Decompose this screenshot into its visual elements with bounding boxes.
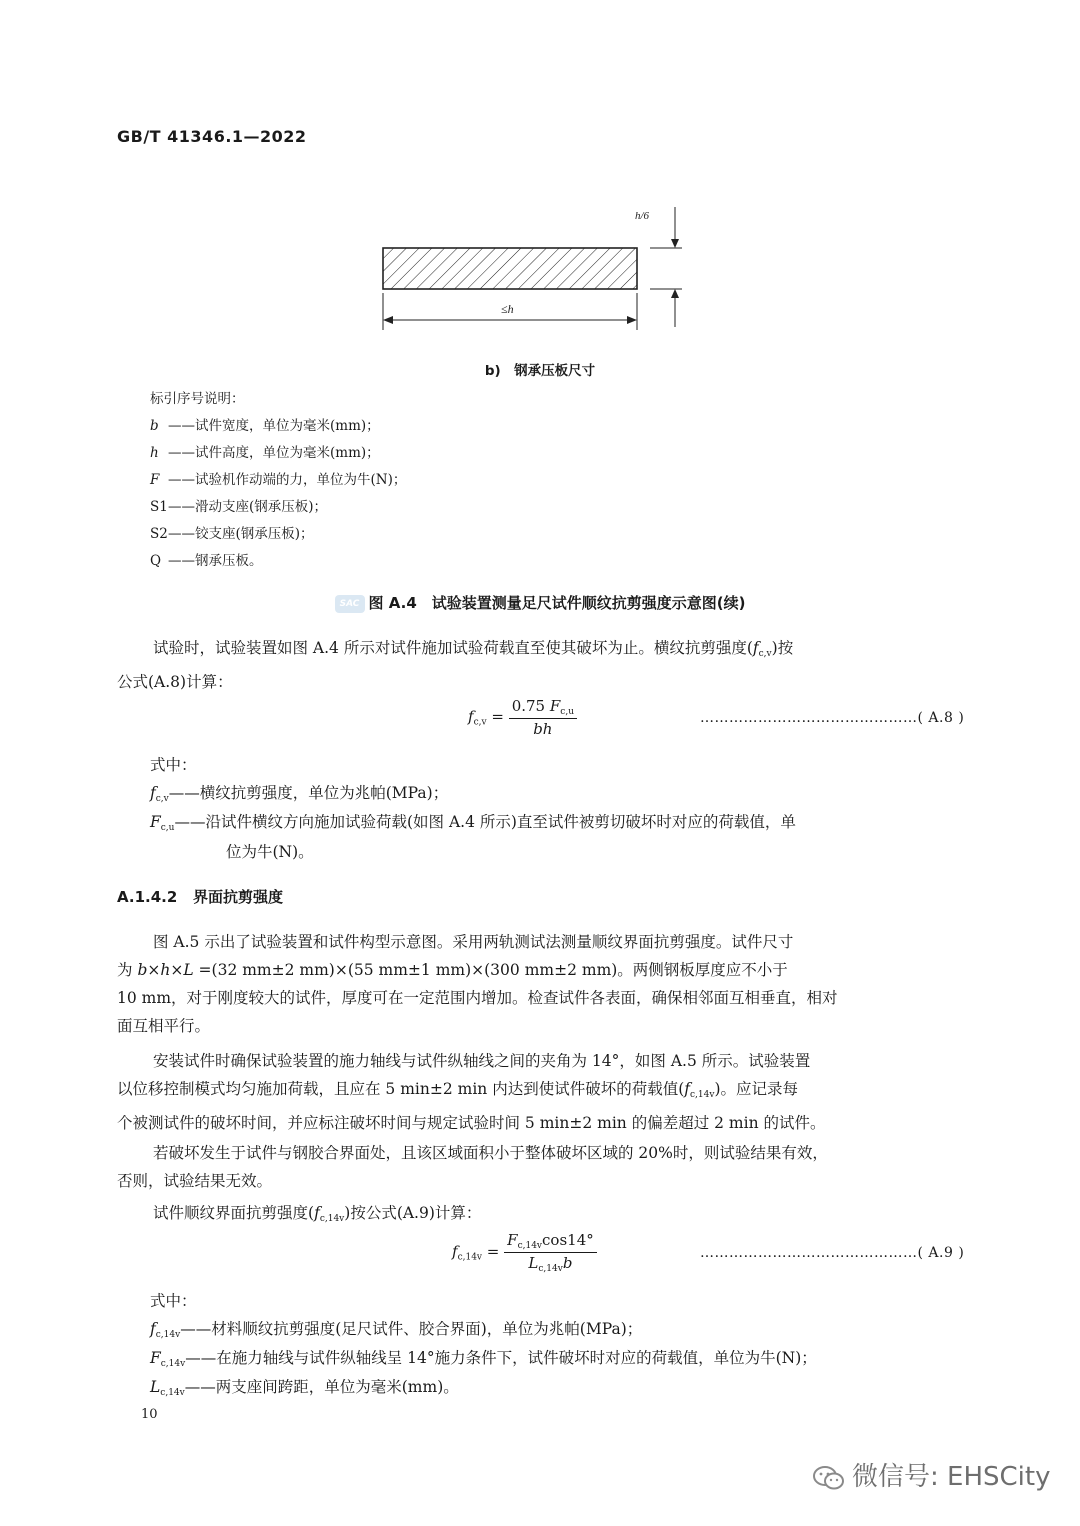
para2-line2-post: =(32 mm±2 mm)×(55 mm±1 mm)×(300 mm±2 mm)。两侧钢板厚度应不小于 [193, 961, 788, 979]
legend-item [150, 495, 327, 515]
legend-symbol: Q [150, 553, 162, 569]
formula-a8: $f_{c,v}$ = $\frac{0.75 F_{c,u}}{bh}$ [468, 697, 577, 738]
symbol-f: f [684, 1080, 690, 1098]
def-symbol: f [150, 784, 156, 802]
para2-line3: 10 mm，对于刚度较大的试件，厚度可在一定范围内增加。检查试件各表面，确保相邻面互相垂直，相对 [117, 989, 838, 1007]
formula-label: ( A.8 ) [917, 710, 965, 726]
formula-label: ( A.9 ) [917, 1245, 965, 1261]
where-label: 式中： [150, 1292, 197, 1310]
legend-text: ——试验机作动端的力，单位为牛(N)； [168, 472, 407, 488]
def-text: ——材料顺纹抗剪强度(足尺试件、胶合界面)，单位为兆帕(MPa)； [180, 1320, 643, 1338]
subscript: c,v [473, 717, 487, 728]
denominator: bh [533, 720, 553, 738]
symbol-f: f [752, 639, 759, 657]
definition-row [150, 1375, 459, 1398]
numerator-variable: F [549, 697, 561, 715]
definition-continuation: 位为牛(N)。 [226, 843, 314, 861]
definition-row [150, 1317, 642, 1340]
legend-text: ——滑动支座(钢承压板)； [168, 499, 328, 515]
para3-line3: 个被测试件的破坏时间，并应标注破坏时间与规定试验时间 5 min±2 min 的偏差超过 2 min 的试件。 [117, 1114, 826, 1132]
numerator-coefficient: 0.75 [511, 697, 546, 715]
wechat-icon [812, 1465, 846, 1491]
section-number: A.1.4.2 [117, 888, 178, 906]
legend-symbol: h [150, 445, 159, 461]
para3-line1: 安装试件时确保试验装置的施力轴线与试件纵轴线之间的夹角为 14°，如图 A.5 所示。试验装置 [153, 1052, 811, 1070]
def-symbol: L [150, 1378, 161, 1396]
dimension-variables: b×h×L [137, 961, 194, 979]
subscript: c,14v [160, 1388, 185, 1398]
subscript: c,v [155, 794, 169, 804]
legend-text: ——试件高度，单位为毫米(mm)； [168, 445, 380, 461]
leader-dots: ……………………………………… [700, 710, 918, 726]
wechat-watermark [812, 1456, 1050, 1493]
label-leh: ≤h [501, 302, 514, 316]
para2-line4: 面互相平行。 [117, 1017, 211, 1035]
steel-plate-diagram [370, 195, 700, 335]
watermark-text: 微信号: EHSCity [852, 1462, 1051, 1492]
legend-text: ——试件宽度，单位为毫米(mm)； [168, 418, 380, 434]
def-text: ——横纹抗剪强度，单位为兆帕(MPa)； [168, 784, 449, 802]
subscript: c,14v [155, 1330, 181, 1340]
diagram-caption: b) 钢承压板尺寸 [484, 363, 596, 379]
para3-line2-pre: 以位移控制模式均匀施加荷载，且应在 5 min±2 min 内达到使试件破坏的荷载值( [117, 1080, 685, 1098]
legend-item [150, 549, 263, 569]
figure-title-text: 图 A.4 试验装置测量足尺试件顺纹抗剪强度示意图(续) [368, 594, 746, 612]
def-symbol: F [150, 813, 161, 831]
def-symbol: F [150, 1349, 161, 1367]
formula-lhs: f [468, 707, 474, 726]
denominator-variable: L [528, 1254, 539, 1272]
subscript: c,14v [690, 1090, 715, 1100]
paragraph-failure-criteria [117, 1139, 952, 1195]
formula-a9-leader [700, 1245, 964, 1261]
def-symbol: f [150, 1320, 156, 1338]
def-text: ——沿试件横纹方向施加试验荷载(如图 A.4 所示)直至试件被剪切破坏时对应的荷载值，单 [174, 813, 796, 831]
legend-symbol: b [150, 418, 159, 434]
paragraph-installation [117, 1047, 952, 1137]
fraction [504, 1231, 597, 1274]
para2-line2-pre: 为 [117, 961, 138, 979]
subscript: c,14v [517, 1241, 543, 1251]
paragraph-test-procedure [117, 634, 952, 696]
subscript: c,14v [160, 1359, 186, 1369]
legend-item [150, 441, 380, 461]
numerator-variable: F [507, 1231, 518, 1249]
para4-line1: 若破坏发生于试件与钢胶合界面处，且该区域面积小于整体破坏区域的 20%时，则试验结果有效， [153, 1144, 828, 1162]
figure-title [0, 592, 1080, 613]
para1-text-end: )按 [771, 639, 794, 657]
label-h6: h/6 [635, 210, 650, 222]
para5-post: )按公式(A.9)计算： [344, 1204, 482, 1222]
where-label: 式中： [150, 756, 197, 774]
paragraph-figure-a5 [117, 928, 952, 1040]
legend-item [150, 468, 406, 488]
def-text: ——在施力轴线与试件纵轴线呈 14°施力条件下，试件破坏时对应的荷载值，单位为牛(N)； [185, 1349, 817, 1367]
definition-row [150, 810, 796, 833]
section-heading [117, 886, 283, 907]
legend-symbol: F [150, 472, 160, 488]
legend-symbol: S1 [150, 499, 168, 515]
legend-text: ——钢承压板。 [168, 553, 263, 569]
denominator-b: b [562, 1254, 573, 1272]
paragraph-formula-intro [117, 1199, 952, 1233]
legend-item [150, 522, 314, 542]
standard-code: GB/T 41346.1—2022 [117, 127, 307, 146]
legend-item [150, 414, 380, 434]
subscript: c,14v [457, 1252, 483, 1263]
subscript: c,v [758, 649, 772, 659]
legend-symbol: S2 [150, 526, 168, 542]
para4-line2: 否则，试验结果无效。 [117, 1172, 273, 1190]
para5-pre: 试件顺纹界面抗剪强度( [153, 1204, 315, 1222]
steel-plate [383, 248, 637, 289]
para2-line1: 图 A.5 示出了试验装置和试件构型示意图。采用两轨测试法测量顺纹界面抗剪强度。试件尺寸 [153, 933, 794, 951]
formula-a9: $f_{c,14v}$ = $\frac{F_{c,14v}\cos 14^\circ}{L_{c,14v}b}$ [452, 1231, 597, 1274]
fraction [509, 697, 577, 738]
legend-title: 标引序号说明： [150, 391, 245, 407]
para3-line2-post: )。应记录每 [714, 1080, 799, 1098]
formula-a8-leader [700, 710, 964, 726]
subscript: c,u [560, 707, 574, 717]
definition-row [150, 781, 448, 804]
def-text: ——两支座间跨距，单位为毫米(mm)。 [184, 1378, 459, 1396]
subscript: c,u [160, 823, 175, 833]
definition-row [150, 1346, 817, 1369]
para1-text: 试验时，试验装置如图 A.4 所示对试件施加试验荷载直至使其破坏为止。横纹抗剪强度( [153, 639, 753, 657]
legend-text: ——铰支座(钢承压板)； [168, 526, 314, 542]
leader-dots: ……………………………………… [700, 1245, 918, 1261]
formula-lhs: f [452, 1242, 458, 1261]
subscript: c,14v [319, 1214, 345, 1224]
sac-logo: SAC [335, 595, 365, 613]
numerator-cos: cos14° [542, 1231, 594, 1249]
symbol-f: f [314, 1204, 320, 1222]
para1-line2: 公式(A.8)计算： [117, 673, 233, 691]
section-title: 界面抗剪强度 [192, 888, 283, 906]
page-number: 10 [141, 1407, 158, 1422]
subscript: c,14v [538, 1264, 563, 1274]
